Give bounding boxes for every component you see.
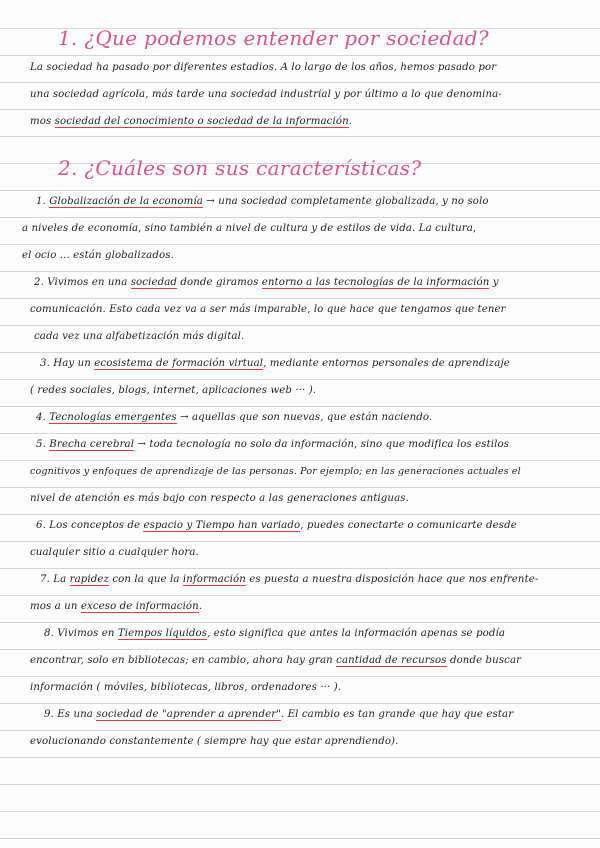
underlined-term: sociedad de "aprender a aprender" bbox=[96, 709, 281, 720]
item-text: mos a un bbox=[30, 601, 81, 612]
underlined-term: sociedad del conocimiento o sociedad de la información bbox=[54, 116, 349, 127]
underlined-term: Globalización de la economía bbox=[49, 196, 203, 207]
intro-line-2: una sociedad agrícola, más tarde una sociedad industrial y por último a lo que denomina- bbox=[30, 89, 502, 100]
item-5-line-3: nivel de atención es más bajo con respecto a las generaciones antiguas. bbox=[30, 493, 409, 504]
item-text: , puedes conectarte o comunicarte desde bbox=[300, 520, 517, 531]
item-text: encontrar, solo en bibliotecas; en cambio, ahora hay gran bbox=[30, 655, 337, 666]
item-text: → aquellas que son nuevas, que están naciendo. bbox=[176, 412, 433, 423]
intro-text: mos bbox=[30, 116, 55, 127]
item-9-line-2: evolucionando constantemente ( siempre hay que estar aprendiendo). bbox=[30, 736, 399, 747]
item-text: donde giramos bbox=[177, 277, 262, 288]
underlined-term: Tiempos líquidos bbox=[117, 628, 208, 639]
item-1-line-1 bbox=[36, 196, 489, 207]
underlined-term: rapidez bbox=[69, 574, 109, 585]
item-7-line-2 bbox=[30, 601, 202, 612]
item-number: 5. bbox=[36, 439, 50, 450]
item-8-line-2 bbox=[30, 655, 521, 666]
item-7-line-1 bbox=[40, 574, 538, 585]
item-text: , mediante entornos personales de aprendizaje bbox=[263, 358, 510, 369]
item-text: 9. Es una bbox=[44, 709, 97, 720]
intro-line-3 bbox=[30, 116, 352, 127]
item-text: → toda tecnología no solo da información, sino que modifica los estilos bbox=[134, 439, 510, 450]
item-text: 7. La bbox=[40, 574, 70, 585]
item-text: y bbox=[489, 277, 499, 288]
underlined-term: entorno a las tecnologías de la información bbox=[261, 277, 490, 288]
item-text: 6. Los conceptos de bbox=[36, 520, 144, 531]
item-text: 2. Vivimos en una bbox=[34, 277, 131, 288]
item-6-line-1 bbox=[36, 520, 517, 531]
item-1-line-3: el ocio ... están globalizados. bbox=[22, 250, 174, 261]
item-number: 1. bbox=[36, 196, 50, 207]
item-5-line-2: cognitivos y enfoques de aprendizaje de las personas. Por ejemplo; en las generaciones actuales el bbox=[30, 466, 521, 477]
underlined-term: espacio y Tiempo han variado bbox=[143, 520, 301, 531]
item-text: es puesta a nuestra disposición hace que nos enfrente- bbox=[245, 574, 539, 585]
underlined-term: Tecnologías emergentes bbox=[49, 412, 177, 423]
item-text: . El cambio es tan grande que hay que estar bbox=[280, 709, 514, 720]
item-2-line-3: cada vez una alfabetización más digital. bbox=[34, 331, 245, 342]
underlined-term: ecosistema de formación virtual bbox=[94, 358, 264, 369]
underlined-term: sociedad bbox=[130, 277, 178, 288]
item-text: , esto significa que antes la información apenas se podía bbox=[207, 628, 505, 639]
item-2-line-1 bbox=[34, 277, 499, 288]
intro-line-1: La sociedad ha pasado por diferentes estadios. A lo largo de los años, hemos pasado por bbox=[30, 62, 497, 73]
item-6-line-2: cualquier sitio a cualquier hora. bbox=[30, 547, 199, 558]
item-text: con la que la bbox=[108, 574, 183, 585]
item-9-line-1 bbox=[44, 709, 513, 720]
heading-2: 2. ¿Cuáles son sus características? bbox=[58, 156, 422, 180]
item-number: 4. bbox=[36, 412, 50, 423]
underlined-term: información bbox=[182, 574, 246, 585]
item-3-line-2: ( redes sociales, blogs, internet, aplicaciones web ··· ). bbox=[30, 385, 317, 396]
underlined-term: exceso de información bbox=[80, 601, 199, 612]
item-text: → una sociedad completamente globalizada, y no solo bbox=[202, 196, 489, 207]
item-2-line-2: comunicación. Esto cada vez va a ser más imparable, lo que hace que tengamos que tener bbox=[30, 304, 506, 315]
intro-text: . bbox=[348, 116, 353, 127]
item-text: . bbox=[198, 601, 203, 612]
item-text: 8. Vivimos en bbox=[44, 628, 118, 639]
heading-1: 1. ¿Que podemos entender por sociedad? bbox=[58, 26, 489, 50]
item-text: 3. Hay un bbox=[40, 358, 95, 369]
item-text: donde buscar bbox=[446, 655, 522, 666]
item-5-line-1 bbox=[36, 439, 509, 450]
item-8-line-1 bbox=[44, 628, 505, 639]
underlined-term: Brecha cerebral bbox=[49, 439, 135, 450]
item-1-line-2: a niveles de economía, sino también a nivel de cultura y de estilos de vida. La cultura, bbox=[22, 223, 477, 234]
item-8-line-3: información ( móviles, bibliotecas, libros, ordenadores ··· ). bbox=[30, 682, 342, 693]
item-3-line-1 bbox=[40, 358, 510, 369]
item-4-line-1 bbox=[36, 412, 432, 423]
underlined-term: cantidad de recursos bbox=[336, 655, 447, 666]
